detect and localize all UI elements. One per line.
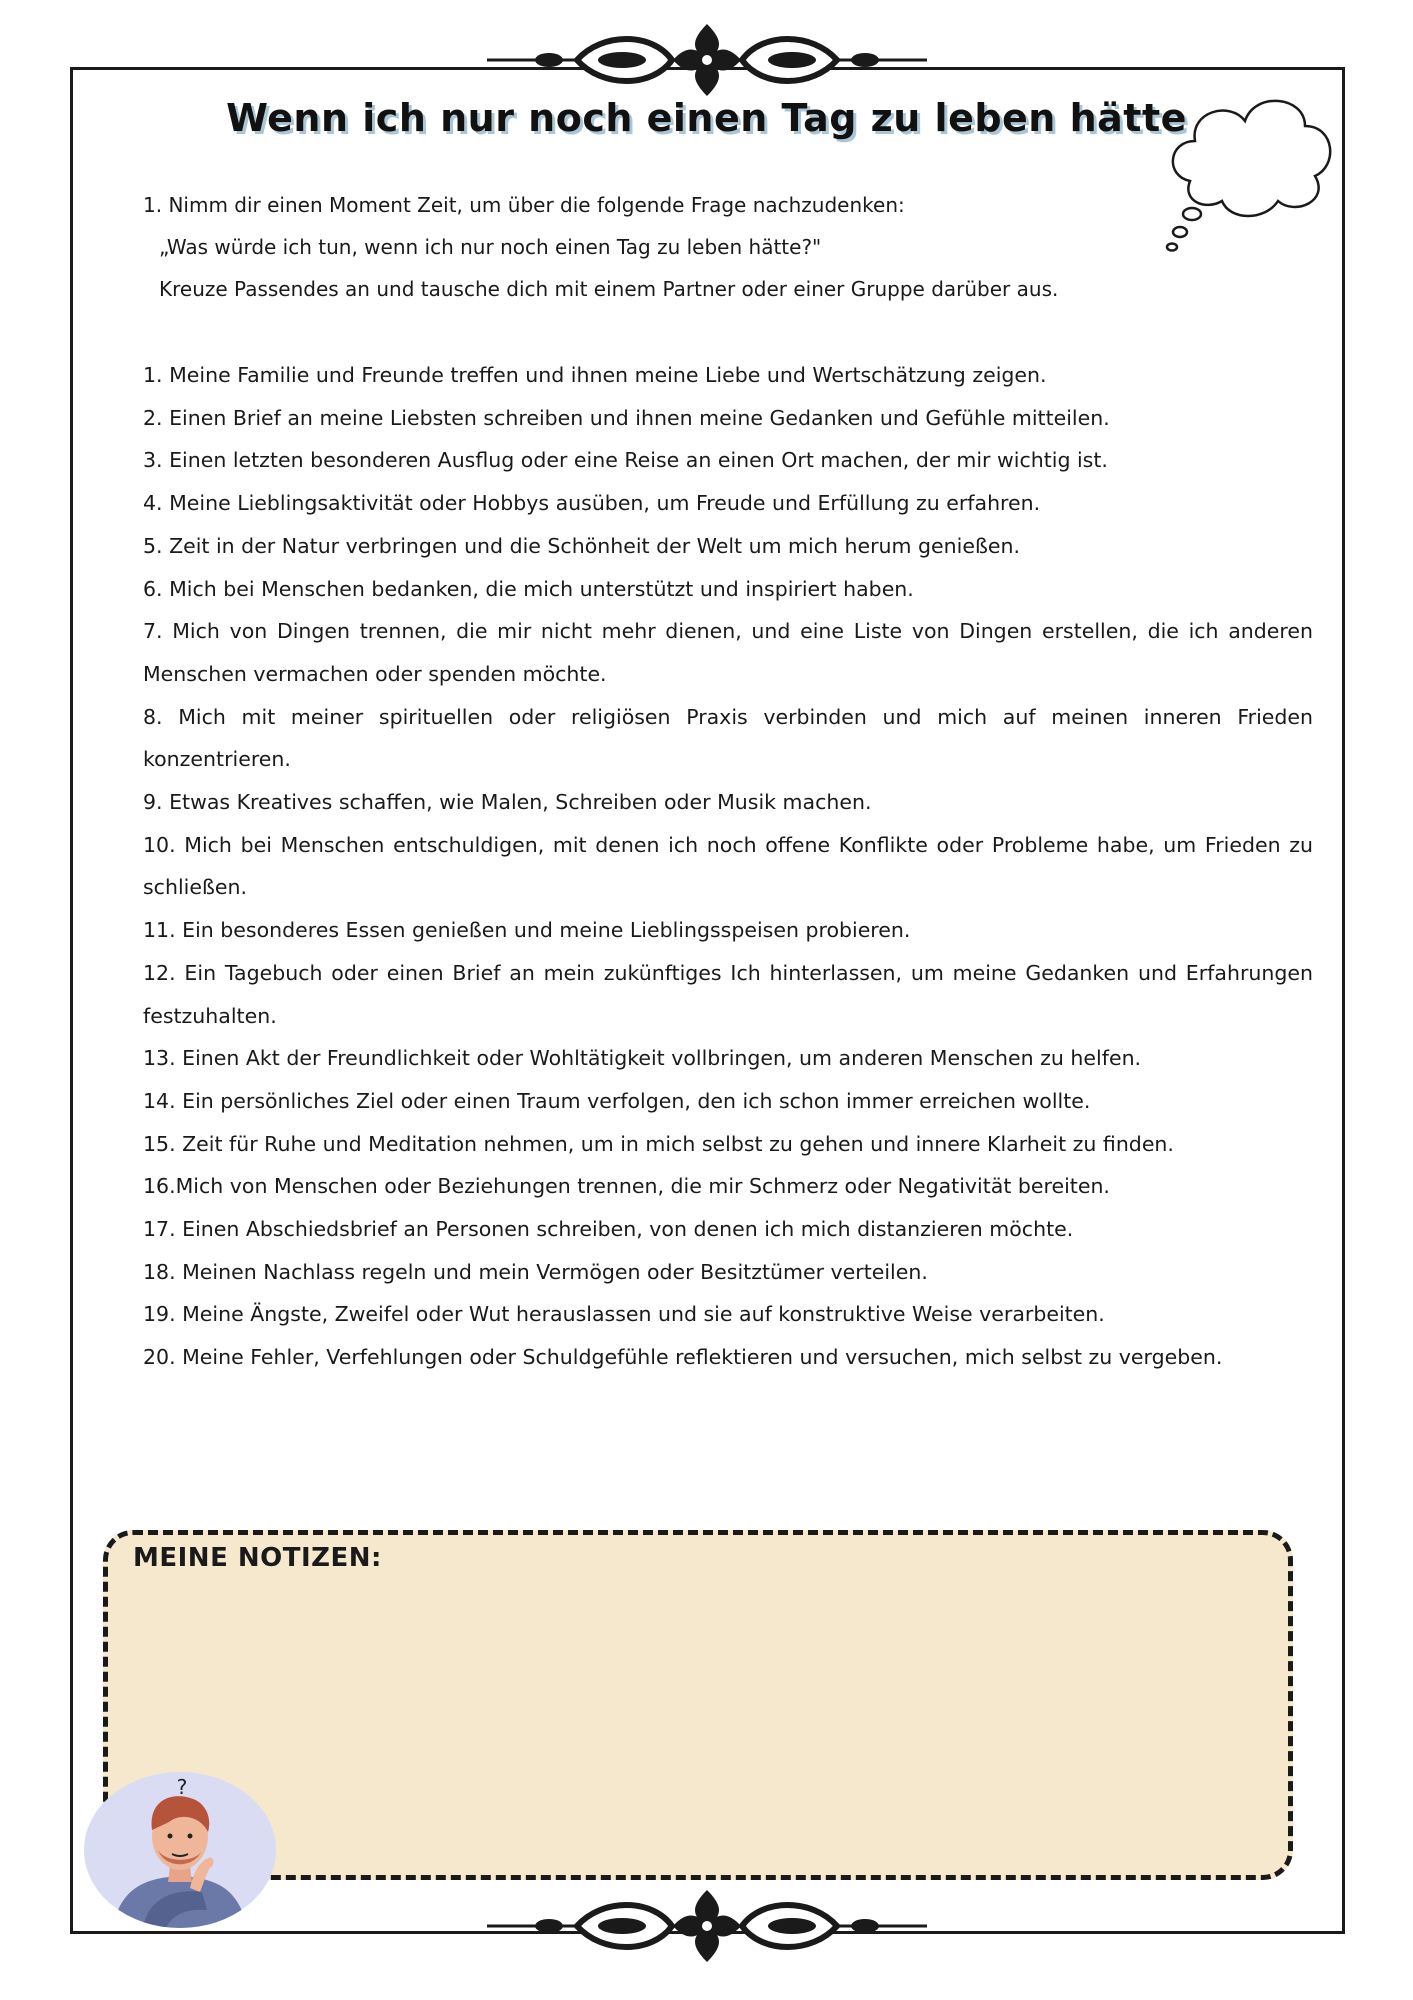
list-item: 15. Zeit für Ruhe und Meditation nehmen, um in mich selbst zu gehen und innere Klarheit zu finden. — [143, 1131, 1174, 1156]
instruction-line-3: Kreuze Passendes an und tausche dich mit einem Partner oder einer Gruppe darüber aus. — [159, 277, 1059, 301]
page-title: Wenn ich nur noch einen Tag zu leben hätte — [226, 96, 1187, 140]
list-item: 16.Mich von Menschen oder Beziehungen trennen, die mir Schmerz oder Negativität bereiten. — [143, 1174, 1110, 1199]
list-item: 11. Ein besonderes Essen genießen und meine Lieblingsspeisen probieren. — [143, 918, 911, 943]
list-item: 13. Einen Akt der Freundlichkeit oder Wohltätigkeit vollbringen, um anderen Menschen zu helfen. — [143, 1046, 1142, 1071]
thinking-person-icon — [82, 1770, 278, 1930]
activity-list — [143, 354, 1313, 1379]
list-item: 14. Ein persönliches Ziel oder einen Traum verfolgen, den ich schon immer erreichen wollte. — [143, 1088, 1091, 1113]
list-item: 3. Einen letzten besonderen Ausflug oder eine Reise an einen Ort machen, der mir wichtig ist. — [143, 448, 1108, 473]
list-item: 9. Etwas Kreatives schaffen, wie Malen, Schreiben oder Musik machen. — [143, 790, 872, 815]
notes-box[interactable] — [103, 1530, 1293, 1880]
list-item: 17. Einen Abschiedsbrief an Personen schreiben, von denen ich mich distanzieren möchte. — [143, 1217, 1074, 1242]
list-item: 10. Mich bei Menschen entschuldigen, mit denen ich noch offene Konflikte oder Probleme habe, um Frieden zu schließen. — [143, 832, 1313, 900]
list-item: 6. Mich bei Menschen bedanken, die mich unterstützt und inspiriert haben. — [143, 576, 914, 601]
list-item: 5. Zeit in der Natur verbringen und die Schönheit der Welt um mich herum genießen. — [143, 533, 1020, 558]
list-item: 8. Mich mit meiner spirituellen oder religiösen Praxis verbinden und mich auf meinen inneren Frieden konzentrieren. — [143, 704, 1313, 772]
list-item: 20. Meine Fehler, Verfehlungen oder Schuldgefühle reflektieren und versuchen, mich selbst zu vergeben. — [143, 1345, 1223, 1370]
ornament-bottom-icon — [487, 1888, 927, 1964]
list-item: 4. Meine Lieblingsaktivität oder Hobbys ausüben, um Freude und Erfüllung zu erfahren. — [143, 491, 1041, 516]
list-item: 18. Meinen Nachlass regeln und mein Vermögen oder Besitztümer verteilen. — [143, 1259, 928, 1284]
notes-title: MEINE NOTIZEN: — [133, 1543, 382, 1573]
list-item: 2. Einen Brief an meine Liebsten schreiben und ihnen meine Gedanken und Gefühle mitteilen. — [143, 405, 1110, 430]
list-item: 7. Mich von Dingen trennen, die mir nicht mehr dienen, und eine Liste von Dingen erstellen, die ich anderen Menschen vermachen oder spenden möchte. — [143, 619, 1313, 686]
instruction-question: „Was würde ich tun, wenn ich nur noch einen Tag zu leben hätte?" — [159, 235, 822, 259]
question-mark: ? — [176, 1775, 188, 1799]
list-item: 19. Meine Ängste, Zweifel oder Wut herauslassen und sie auf konstruktive Weise verarbeiten. — [143, 1302, 1105, 1327]
ornament-top-icon — [487, 22, 927, 98]
list-item: 12. Ein Tagebuch oder einen Brief an mein zukünftiges Ich hinterlassen, um meine Gedanken und Erfahrungen festzuhalten. — [143, 960, 1313, 1028]
instruction-line-1: 1. Nimm dir einen Moment Zeit, um über die folgende Frage nachzudenken: — [143, 193, 905, 217]
list-item: 1. Meine Familie und Freunde treffen und ihnen meine Liebe und Wertschätzung zeigen. — [143, 363, 1047, 387]
instructions — [143, 184, 1283, 310]
